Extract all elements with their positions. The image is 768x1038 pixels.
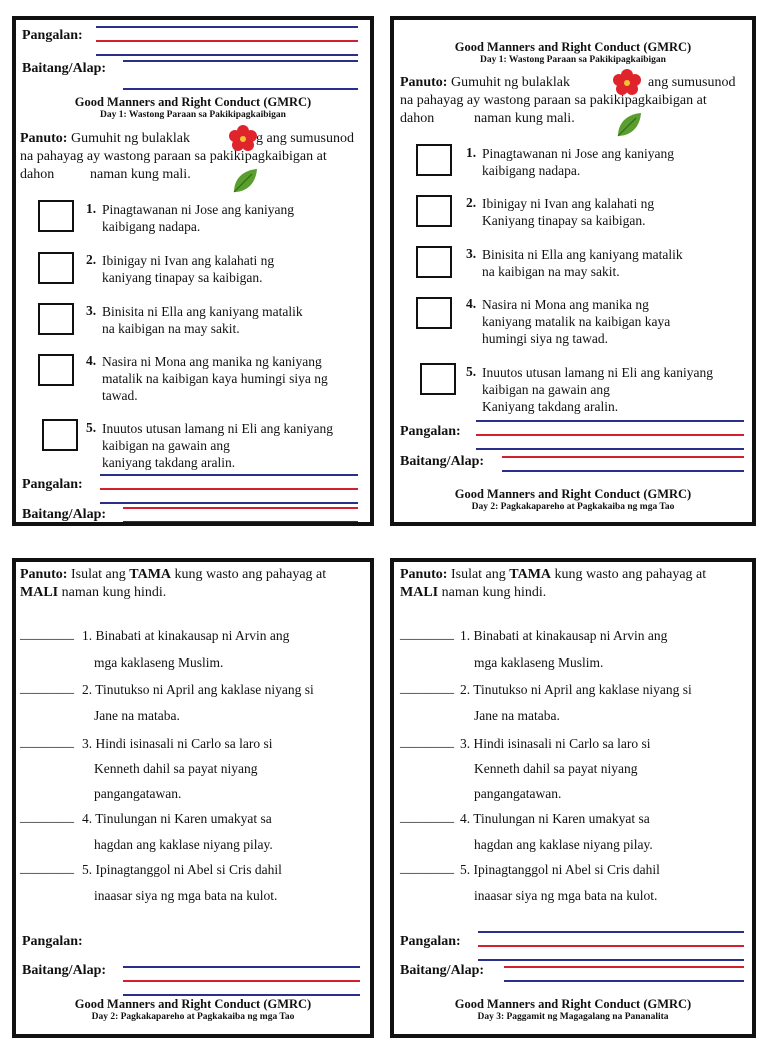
- answer-box-4[interactable]: [416, 297, 452, 329]
- answer-blank-2[interactable]: ________: [400, 680, 454, 695]
- item-number-2: 2.: [86, 252, 97, 267]
- grade-label-bottom: Baitang/Alap:: [22, 507, 107, 522]
- item-4-line-2: hagdan ang kaklase niyang pilay.: [474, 837, 653, 852]
- item-1-line-1: Pinagtawanan ni Jose ang kaniyang: [482, 146, 674, 161]
- item-1-line-1: 1. Binabati at kinakausap ni Arvin ang: [460, 628, 668, 643]
- worksheet-card-day2-left: [12, 558, 374, 1038]
- item-3-line-3: pangangatawan.: [94, 786, 182, 801]
- footer-title: Good Manners and Right Conduct (GMRC): [454, 487, 692, 501]
- answer-box-5[interactable]: [42, 419, 78, 451]
- instruction-line-2: na pahayag ay wastong paraan sa pakikipagkaibigan at: [400, 93, 707, 108]
- item-3-line-2: na kaibigan na may sakit.: [482, 264, 620, 279]
- answer-box-1[interactable]: [416, 144, 452, 176]
- worksheet-card-day2-right: [390, 558, 756, 1038]
- item-1-line-1: Pinagtawanan ni Jose ang kaniyang: [102, 202, 294, 217]
- name-label: Pangalan:: [400, 934, 461, 949]
- item-4-line-3: tawad.: [102, 388, 138, 403]
- name-write-lines[interactable]: [478, 931, 744, 961]
- item-1-line-2: mga kaklaseng Muslim.: [474, 655, 604, 670]
- worksheet-card-day1-left: [12, 16, 374, 526]
- grade-label: Baitang/Alap:: [22, 963, 107, 978]
- grade-write-lines[interactable]: [123, 60, 358, 90]
- item-number-4: 4.: [466, 296, 477, 311]
- name-label: Pangalan:: [22, 934, 83, 949]
- item-3-line-2: Kenneth dahil sa payat niyang: [94, 761, 258, 776]
- answer-box-2[interactable]: [38, 252, 74, 284]
- item-2-line-2: Jane na mataba.: [474, 708, 560, 723]
- answer-box-3[interactable]: [38, 303, 74, 335]
- name-write-lines[interactable]: [476, 420, 744, 450]
- item-3-line-2: Kenneth dahil sa payat niyang: [474, 761, 638, 776]
- grade-write-lines[interactable]: [502, 456, 744, 486]
- item-2-line-2: Kaniyang tinapay sa kaibigan.: [482, 213, 646, 228]
- item-number-2: 2.: [466, 195, 477, 210]
- answer-blank-5[interactable]: ________: [20, 860, 74, 875]
- instruction-line-2: na pahayag ay wastong paraan sa pakikipagkaibigan at: [20, 149, 327, 164]
- instruction-line-3-end: naman kung mali.: [90, 167, 191, 182]
- grade-write-lines-bottom[interactable]: [123, 507, 358, 526]
- item-2-line-1: Ibinigay ni Ivan ang kalahati ng: [102, 253, 275, 268]
- leaf-icon: [614, 110, 644, 140]
- item-1-line-1: 1. Binabati at kinakausap ni Arvin ang: [82, 628, 290, 643]
- item-5-line-2: kaibigan na gawain ang: [482, 382, 610, 397]
- name-label: Pangalan:: [22, 28, 83, 43]
- item-number-1: 1.: [466, 145, 477, 160]
- item-1-line-2: mga kaklaseng Muslim.: [94, 655, 224, 670]
- item-4-line-1: 4. Tinulungan ni Karen umakyat sa: [460, 811, 650, 826]
- grade-label: Baitang/Alap:: [400, 963, 485, 978]
- name-label-bottom: Pangalan:: [22, 477, 83, 492]
- item-3-line-1: Binisita ni Ella ang kaniyang matalik: [102, 304, 303, 319]
- item-2-line-1: Ibinigay ni Ivan ang kalahati ng: [482, 196, 655, 211]
- item-number-5: 5.: [466, 364, 477, 379]
- header-day: Day 1: Wastong Paraan sa Pakikipagkaibigan: [100, 110, 286, 120]
- item-4-line-3: humingi siya ng tawad.: [482, 331, 608, 346]
- item-5-line-2: inaasar siya ng mga bata na kulot.: [474, 888, 658, 903]
- item-5-line-1: 5. Ipinagtanggol ni Abel si Cris dahil: [460, 862, 660, 877]
- answer-blank-4[interactable]: ________: [400, 809, 454, 824]
- footer-day: Day 3: Paggamit ng Magagalang na Pananalita: [477, 1012, 669, 1022]
- item-number-1: 1.: [86, 201, 97, 216]
- footer-title: Good Manners and Right Conduct (GMRC): [454, 997, 692, 1011]
- item-5-line-1: 5. Ipinagtanggol ni Abel si Cris dahil: [82, 862, 282, 877]
- item-3-line-1: Binisita ni Ella ang kaniyang matalik: [482, 247, 683, 262]
- item-number-4: 4.: [86, 353, 97, 368]
- item-4-line-2: matalik na kaibigan kaya humingi siya ng: [102, 371, 328, 386]
- answer-blank-3[interactable]: ________: [400, 734, 454, 749]
- grade-label: Baitang/Alap:: [22, 61, 107, 76]
- item-4-line-1: Nasira ni Mona ang manika ng: [482, 297, 649, 312]
- item-number-3: 3.: [466, 246, 477, 261]
- instruction-line-3-start: dahon: [20, 167, 55, 182]
- instruction-line-1-end: ang sumusunod: [648, 75, 736, 90]
- name-write-lines[interactable]: [96, 26, 358, 56]
- instruction-line-3-start: dahon: [400, 111, 435, 126]
- answer-blank-3[interactable]: ________: [20, 734, 74, 749]
- answer-box-4[interactable]: [38, 354, 74, 386]
- answer-box-5[interactable]: [420, 363, 456, 395]
- item-3-line-3: pangangatawan.: [474, 786, 562, 801]
- item-5-line-2: inaasar siya ng mga bata na kulot.: [94, 888, 278, 903]
- item-5-line-2: kaibigan na gawain ang: [102, 438, 230, 453]
- instruction-line-2: MALI naman kung hindi.: [400, 585, 547, 600]
- instruction-line-2: MALI naman kung hindi.: [20, 585, 167, 600]
- footer-day: Day 2: Pagkakapareho at Pagkakaiba ng mga Tao: [471, 502, 675, 512]
- item-1-line-2: kaibigang nadapa.: [482, 163, 581, 178]
- item-3-line-1: 3. Hindi isinasali ni Carlo sa laro si: [82, 736, 273, 751]
- grade-write-lines[interactable]: [123, 966, 360, 996]
- item-5-line-3: Kaniyang takdang aralin.: [482, 399, 619, 414]
- item-5-line-3: kaniyang takdang aralin.: [102, 455, 236, 470]
- item-2-line-2: kaniyang tinapay sa kaibigan.: [102, 270, 263, 285]
- name-write-lines-bottom[interactable]: [100, 474, 358, 504]
- answer-box-2[interactable]: [416, 195, 452, 227]
- name-label: Pangalan:: [400, 424, 461, 439]
- item-3-line-2: na kaibigan na may sakit.: [102, 321, 240, 336]
- instruction-line-1: Panuto: Isulat ang TAMA kung wasto ang pahayag at: [20, 567, 327, 582]
- grade-write-lines[interactable]: [504, 966, 744, 996]
- footer-day: Day 2: Pagkakapareho at Pagkakaiba ng mga Tao: [91, 1012, 295, 1022]
- item-4-line-1: 4. Tinulungan ni Karen umakyat sa: [82, 811, 272, 826]
- header-title: Good Manners and Right Conduct (GMRC): [74, 95, 312, 109]
- footer-title: Good Manners and Right Conduct (GMRC): [74, 997, 312, 1011]
- answer-blank-2[interactable]: ________: [20, 680, 74, 695]
- instruction-line-3-end: naman kung mali.: [474, 111, 575, 126]
- item-2-line-1: 2. Tinutukso ni April ang kaklase niyang si: [460, 682, 692, 697]
- item-number-3: 3.: [86, 303, 97, 318]
- answer-box-1[interactable]: [38, 200, 74, 232]
- answer-blank-4[interactable]: ________: [20, 809, 74, 824]
- item-3-line-1: 3. Hindi isinasali ni Carlo sa laro si: [460, 736, 651, 751]
- instruction-line-1: Panuto: Isulat ang TAMA kung wasto ang pahayag at: [400, 567, 707, 582]
- instruction-line-1: Panuto: Gumuhit ng bulaklak: [20, 131, 190, 146]
- item-5-line-1: Inuutos utusan lamang ni Eli ang kaniyang: [482, 365, 713, 380]
- item-2-line-2: Jane na mataba.: [94, 708, 180, 723]
- answer-blank-1[interactable]: ________: [400, 626, 454, 641]
- grade-label: Baitang/Alap:: [400, 454, 485, 469]
- answer-blank-5[interactable]: ________: [400, 860, 454, 875]
- item-4-line-2: hagdan ang kaklase niyang pilay.: [94, 837, 273, 852]
- header-day: Day 1: Wastong Paraan sa Pakikipagkaibigan: [480, 55, 666, 65]
- instruction-line-1-end: g ang sumusunod: [256, 131, 354, 146]
- answer-box-3[interactable]: [416, 246, 452, 278]
- item-1-line-2: kaibigang nadapa.: [102, 219, 201, 234]
- worksheet-card-day1-right: [390, 16, 756, 526]
- answer-blank-1[interactable]: ________: [20, 626, 74, 641]
- item-4-line-1: Nasira ni Mona ang manika ng kaniyang: [102, 354, 322, 369]
- header-title: Good Manners and Right Conduct (GMRC): [454, 40, 692, 54]
- item-2-line-1: 2. Tinutukso ni April ang kaklase niyang si: [82, 682, 314, 697]
- instruction-line-1: Panuto: Gumuhit ng bulaklak: [400, 75, 570, 90]
- leaf-icon: [230, 166, 260, 196]
- item-4-line-2: kaniyang matalik na kaibigan kaya: [482, 314, 671, 329]
- item-5-line-1: Inuutos utusan lamang ni Eli ang kaniyang: [102, 421, 333, 436]
- item-number-5: 5.: [86, 420, 97, 435]
